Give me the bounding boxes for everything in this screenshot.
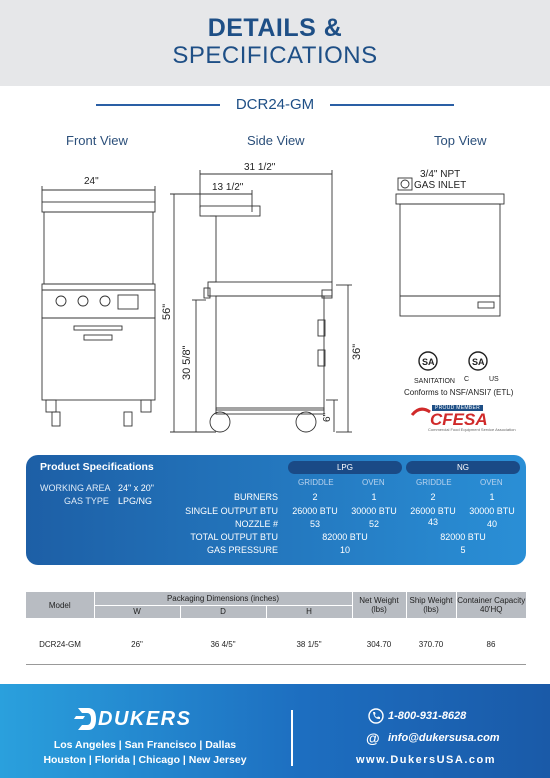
total-output-lpg: 82000 BTU bbox=[322, 532, 368, 542]
working-area-value: 24" x 20" bbox=[118, 483, 154, 493]
gas-type-label: GAS TYPE bbox=[64, 496, 109, 506]
dim-side-partial: 13 1/2" bbox=[212, 182, 244, 193]
dim-gas-inlet-1: 3/4" NPT bbox=[420, 169, 461, 180]
row-ship: 370.70 bbox=[418, 639, 444, 649]
nozzle-lpg-griddle: 53 bbox=[309, 519, 320, 529]
lpg-oven-header: OVEN bbox=[362, 478, 385, 487]
cert-c-label: C bbox=[464, 376, 470, 383]
gas-pressure-ng: 5 bbox=[460, 545, 466, 555]
col-container-capacity: Container Capacity 40'HQ bbox=[456, 592, 526, 618]
front-view-drawing bbox=[42, 186, 155, 426]
nozzle-label: NOZZLE # bbox=[234, 519, 278, 529]
footer-divider bbox=[291, 710, 293, 766]
total-output-ng: 82000 BTU bbox=[440, 532, 486, 542]
burners-lpg-oven: 1 bbox=[371, 492, 377, 502]
footer bbox=[0, 684, 550, 778]
dim-height-body: 30 5/8" bbox=[181, 345, 193, 380]
dim-height-total: 56" bbox=[161, 303, 173, 320]
top-view-drawing bbox=[396, 178, 504, 316]
gas-type-value: LPG/NG bbox=[118, 496, 153, 506]
dim-leg: 6" bbox=[322, 412, 333, 422]
conforms-text: Conforms to NSF/ANSI7 (ETL) bbox=[404, 388, 514, 397]
side-view-label: Side View bbox=[247, 133, 305, 148]
dim-gas-inlet-2: GAS INLET bbox=[414, 180, 467, 191]
single-output-label: SINGLE OUTPUT BTU bbox=[185, 506, 278, 516]
row-model: DCR24-GM bbox=[39, 639, 81, 649]
single-output-lpg-griddle: 26000 BTU bbox=[292, 506, 338, 516]
svg-text:SA: SA bbox=[472, 357, 485, 367]
col-h: H bbox=[266, 605, 352, 618]
col-net-weight: Net Weight (lbs) bbox=[352, 592, 406, 618]
page-subtitle: SPECIFICATIONS bbox=[172, 42, 378, 69]
ng-oven-header: OVEN bbox=[480, 478, 503, 487]
row-container: 86 bbox=[486, 639, 496, 649]
dim-height-work: 36" bbox=[351, 343, 363, 360]
row-d: 36 4/5" bbox=[210, 639, 236, 649]
row-h: 38 1/5" bbox=[296, 639, 322, 649]
single-output-lpg-oven: 30000 BTU bbox=[351, 506, 397, 516]
row-w: 26" bbox=[131, 639, 143, 649]
page-title: DETAILS & bbox=[207, 14, 343, 42]
model-divider-right bbox=[330, 104, 454, 106]
nozzle-lpg-oven: 52 bbox=[368, 519, 379, 529]
cfesa-member-badge: PROUD MEMBER bbox=[432, 405, 483, 411]
cert-us-label: US bbox=[489, 376, 499, 383]
single-output-ng-oven: 30000 BTU bbox=[469, 506, 515, 516]
burners-lpg-griddle: 2 bbox=[312, 492, 318, 502]
col-w: W bbox=[94, 605, 180, 618]
brand-wordmark: DUKERS bbox=[98, 708, 192, 730]
dim-front-width: 24" bbox=[84, 176, 99, 187]
burners-ng-griddle: 2 bbox=[430, 492, 436, 502]
header-banner bbox=[0, 0, 550, 86]
packaging-table bbox=[26, 592, 526, 670]
email-icon: @ bbox=[366, 730, 380, 746]
dukers-logo-icon bbox=[74, 706, 98, 732]
col-ship-weight: Ship Weight (lbs) bbox=[406, 592, 456, 618]
front-view-label: Front View bbox=[66, 133, 128, 148]
cfesa-subtitle: Commercial Food Equipment Service Association bbox=[428, 427, 516, 432]
sanitation-label: SANITATION bbox=[414, 378, 455, 385]
cfesa-logo-icon bbox=[412, 409, 430, 415]
spec-title: Product Specifications bbox=[40, 461, 154, 473]
ng-griddle-header: GRIDDLE bbox=[416, 478, 452, 487]
phone-icon bbox=[368, 708, 384, 724]
email-address[interactable]: info@dukersusa.com bbox=[388, 732, 500, 744]
single-output-ng-griddle: 26000 BTU bbox=[410, 506, 456, 516]
model-title: DCR24-GM bbox=[235, 96, 315, 113]
working-area-label: WORKING AREA bbox=[40, 483, 111, 493]
side-view-drawing bbox=[170, 170, 352, 432]
product-specifications-panel bbox=[26, 455, 526, 565]
fuel-lpg-header: LPG bbox=[288, 461, 402, 474]
gas-pressure-label: GAS PRESSURE bbox=[206, 545, 278, 555]
table-row bbox=[26, 618, 526, 670]
cities-line-1: Los Angeles | San Francisco | Dallas bbox=[53, 739, 237, 751]
burners-label: BURNERS bbox=[233, 492, 278, 502]
row-net: 304.70 bbox=[366, 639, 392, 649]
nozzle-ng-oven: 40 bbox=[486, 519, 497, 529]
dim-side-total: 31 1/2" bbox=[244, 162, 276, 173]
svg-text:SA: SA bbox=[422, 357, 435, 367]
gas-pressure-lpg: 10 bbox=[339, 545, 350, 555]
burners-ng-oven: 1 bbox=[489, 492, 495, 502]
lpg-griddle-header: GRIDDLE bbox=[298, 478, 334, 487]
table-bottom-rule bbox=[26, 664, 526, 665]
website-link[interactable]: www.DukersUSA.com bbox=[356, 754, 497, 766]
nozzle-ng-griddle: 43 bbox=[427, 517, 438, 527]
total-output-label: TOTAL OUTPUT BTU bbox=[190, 532, 278, 542]
cfesa-wordmark: CFESA bbox=[430, 410, 488, 429]
col-packaging-dims: Packaging Dimensions (inches) bbox=[94, 592, 352, 605]
cities-line-2: Houston | Florida | Chicago | New Jersey bbox=[43, 754, 247, 766]
col-model: Model bbox=[26, 592, 94, 618]
fuel-ng-header: NG bbox=[406, 461, 520, 474]
top-view-label: Top View bbox=[434, 133, 487, 148]
phone-number[interactable]: 1-800-931-8628 bbox=[388, 710, 467, 722]
col-d: D bbox=[180, 605, 266, 618]
